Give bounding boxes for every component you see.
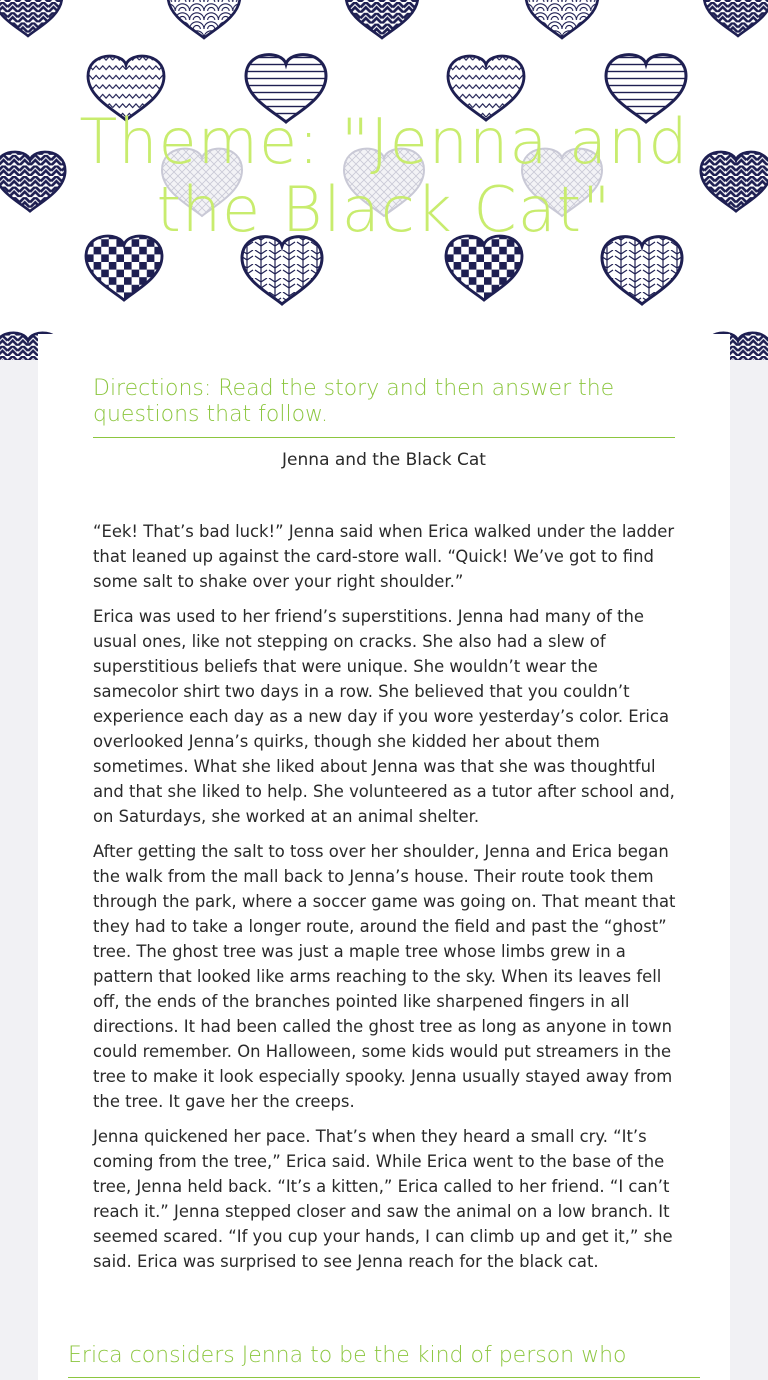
story-paragraph: After getting the salt to toss over her shoulder, Jenna and Erica began the walk from the mall back to Jenna’s house. Their route took them through the park, where a soccer game was going on. That meant that they had to take a longer route, around the field and past the “ghost” tree. The ghost tree was just a maple tree whose limbs grew in a pattern that looked like arms reaching to the sky. When its leaves fell off, the ends of the branches pointed like sharpened fingers in all directions. It had been called the ghost tree as long as anyone in town could remember. On Halloween, some kids would put streamers in the tree to make it look especially spooky. Jenna usually stayed away from the tree. It gave her the creeps. — [93, 842, 676, 1111]
question-heading: Erica considers Jenna to be the kind of person who — [68, 1343, 627, 1368]
question-divider — [68, 1377, 700, 1378]
divider — [93, 437, 675, 438]
page-title: Theme: "Jenna and the Black Cat" — [79, 105, 689, 246]
story-paragraph: Erica was used to her friend’s superstitions. Jenna had many of the usual ones, like not stepping on cracks. She also had a slew of superstitious beliefs that were unique. She wouldn’t wear the samecolor shirt two days in a row. She believed that you couldn’t experience each day as a new day if you wore yesterday’s color. Erica overlooked Jenna’s quirks, though she kidded her about them sometimes. What she liked about Jenna was that she was thoughtful and that she liked to help. She volunteered as a tutor after school and, on Saturdays, she worked at an animal shelter. — [93, 607, 675, 826]
story-paragraph: “Eek! That’s bad luck!” Jenna said when Erica walked under the ladder that leaned up against the card-store wall. “Quick! We’ve got to find some salt to shake over your right shoulder.” — [93, 522, 675, 591]
story-title: Jenna and the Black Cat — [282, 450, 486, 470]
worksheet-card — [38, 334, 730, 1380]
story-paragraph: Jenna quickened her pace. That’s when they heard a small cry. “It’s coming from the tree,” Erica said. While Erica went to the base of the tree, Jenna held back. “It’s a kitten,” Erica called to her friend. “I can’t reach it.” Jenna stepped closer and saw the animal on a low branch. It seemed scared. “If you cup your hands, I can climb up and get it,” she said. Erica was surprised to see Jenna reach for the black cat. — [93, 1127, 673, 1271]
story-body — [93, 519, 677, 1284]
directions-heading: Directions: Read the story and then answer the questions that follow. — [93, 376, 615, 427]
header-banner — [0, 0, 768, 360]
